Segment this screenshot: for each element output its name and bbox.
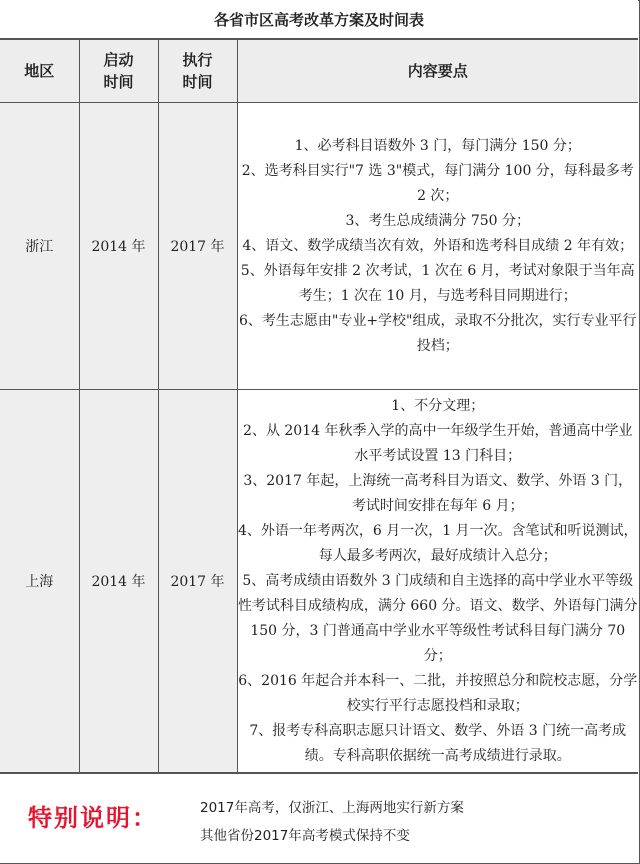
header-row — [0, 40, 638, 103]
content-point: 1、必考科目语数外 3 门，每门满分 150 分； — [294, 137, 581, 154]
content-point: 5、外语每年安排 2 次考试，1 次在 6 月，考试对象限于当年高考生；1 次在 10 月，与选考科目同期进行； — [240, 262, 635, 304]
header-start-line1: 启动 — [103, 51, 134, 69]
start-time-cell: 2014 年 — [79, 103, 158, 390]
content-point: 6、2016 年起合并本科一、二批，并按照总分和院校志愿，分学校实行平行志愿投档和录取； — [238, 672, 638, 714]
content-point: 3、考生总成绩满分 750 分； — [345, 212, 531, 229]
table-row-shanghai — [0, 390, 638, 773]
region-cell: 上海 — [0, 390, 79, 773]
content-point: 7、报考专科高职志愿只计语文、数学、外语 3 门统一高考成绩。专科高职依据统一高考成绩进行录取。 — [249, 722, 627, 764]
header-content: 内容要点 — [237, 40, 638, 103]
header-exec-line2: 时间 — [182, 73, 213, 91]
content-point: 3、2017 年起，上海统一高考科目为语文、数学、外语 3 门，考试时间安排在每年 6 月； — [243, 472, 633, 514]
content-point: 5、高考成绩由语数外 3 门成绩和自主选择的高中学业水平等级性考试科目成绩构成，满分 660 分。语文、数学、外语每门满分 150 分，3 门普通高中学业水平等级性考试科目每门满分 70 分； — [237, 572, 638, 664]
region-cell: 浙江 — [0, 103, 79, 390]
special-note — [0, 773, 638, 863]
special-note-line: 2017年高考，仅浙江、上海两地实行新方案 — [200, 800, 464, 816]
content-cell — [237, 103, 638, 390]
content-point: 6、考生志愿由"专业+学校"组成，录取不分批次，实行专业平行投档； — [238, 312, 637, 354]
header-start-line2: 时间 — [103, 73, 134, 91]
reform-table — [0, 39, 638, 773]
header-exec-time — [158, 40, 237, 103]
content-point: 2、选考科目实行"7 选 3"模式，每门满分 100 分，每科最多考 2 次； — [241, 162, 634, 204]
content-point: 1、不分文理； — [391, 397, 485, 414]
content-cell — [237, 390, 638, 773]
special-note-label: 特别说明： — [28, 804, 158, 832]
start-time-cell: 2014 年 — [79, 390, 158, 773]
content-point: 4、外语一年考两次，6 月一次，1 月一次。含笔试和听说测试，每人最多考两次，最好成绩计入总分； — [237, 522, 638, 564]
header-region: 地区 — [0, 40, 79, 103]
header-start-time — [79, 40, 158, 103]
table-row-zhejiang — [0, 103, 638, 390]
special-note-line: 其他省份2017年高考模式保持不变 — [200, 828, 410, 844]
header-exec-line1: 执行 — [182, 51, 213, 69]
content-point: 4、语文、数学成绩当次有效，外语和选考科目成绩 2 年有效； — [242, 237, 634, 254]
exec-time-cell: 2017 年 — [158, 390, 237, 773]
special-note-text — [200, 794, 464, 850]
table-title: 各省市区高考改革方案及时间表 — [0, 0, 638, 39]
content-point: 2、从 2014 年秋季入学的高中一年级学生开始，普通高中学业水平考试设置 13 门科目； — [243, 422, 633, 464]
exec-time-cell: 2017 年 — [158, 103, 237, 390]
